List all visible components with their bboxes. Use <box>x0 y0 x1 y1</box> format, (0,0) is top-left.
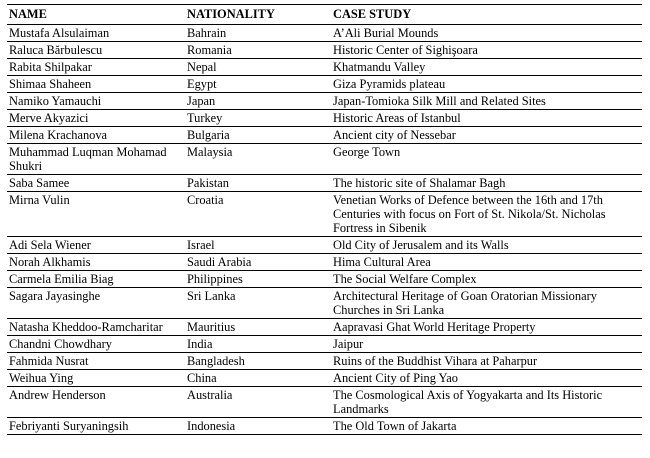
participants-table <box>7 4 642 435</box>
cell-case-study: Hima Cultural Area <box>329 254 642 271</box>
table-row <box>7 319 642 336</box>
cell-case-study: Aapravasi Ghat World Heritage Property <box>329 319 642 336</box>
cell-case-study: The Old Town of Jakarta <box>329 418 642 435</box>
cell-case-study: Architectural Heritage of Goan Oratorian Missionary Churches in Sri Lanka <box>329 288 642 319</box>
cell-case-study: Historic Center of Sighişoara <box>329 42 642 59</box>
cell-nationality: Israel <box>183 237 329 254</box>
cell-case-study: Ancient city of Nessebar <box>329 127 642 144</box>
cell-name: Mustafa Alsulaiman <box>7 25 183 42</box>
cell-name: Sagara Jayasinghe <box>7 288 183 319</box>
cell-nationality: Philippines <box>183 271 329 288</box>
cell-case-study: George Town <box>329 144 642 175</box>
cell-case-study: Japan-Tomioka Silk Mill and Related Sites <box>329 93 642 110</box>
cell-name: Shimaa Shaheen <box>7 76 183 93</box>
table-row <box>7 336 642 353</box>
table-row <box>7 175 642 192</box>
cell-nationality: Bangladesh <box>183 353 329 370</box>
cell-name: Raluca Bărbulescu <box>7 42 183 59</box>
cell-nationality: Malaysia <box>183 144 329 175</box>
table-row <box>7 144 642 175</box>
table-row <box>7 288 642 319</box>
cell-case-study: The historic site of Shalamar Bagh <box>329 175 642 192</box>
table-row <box>7 237 642 254</box>
cell-case-study: The Social Welfare Complex <box>329 271 642 288</box>
table-row <box>7 370 642 387</box>
table-row <box>7 59 642 76</box>
cell-nationality: Pakistan <box>183 175 329 192</box>
column-header-nationality: NATIONALITY <box>183 5 329 25</box>
cell-case-study: Old City of Jerusalem and its Walls <box>329 237 642 254</box>
cell-name: Namiko Yamauchi <box>7 93 183 110</box>
cell-nationality: Bulgaria <box>183 127 329 144</box>
cell-nationality: Japan <box>183 93 329 110</box>
cell-nationality: Egypt <box>183 76 329 93</box>
cell-case-study: Giza Pyramids plateau <box>329 76 642 93</box>
cell-name: Adi Sela Wiener <box>7 237 183 254</box>
cell-nationality: China <box>183 370 329 387</box>
cell-name: Mirna Vulin <box>7 192 183 237</box>
table-row <box>7 76 642 93</box>
cell-name: Weihua Ying <box>7 370 183 387</box>
cell-nationality: Mauritius <box>183 319 329 336</box>
cell-nationality: Bahrain <box>183 25 329 42</box>
cell-name: Natasha Kheddoo-Ramcharitar <box>7 319 183 336</box>
table-row <box>7 25 642 42</box>
table-row <box>7 127 642 144</box>
header-row <box>7 5 642 25</box>
table-row <box>7 192 642 237</box>
cell-nationality: India <box>183 336 329 353</box>
column-header-name: NAME <box>7 5 183 25</box>
cell-name: Merve Akyazici <box>7 110 183 127</box>
cell-nationality: Turkey <box>183 110 329 127</box>
table-row <box>7 353 642 370</box>
cell-nationality: Nepal <box>183 59 329 76</box>
cell-name: Andrew Henderson <box>7 387 183 418</box>
cell-case-study: Khatmandu Valley <box>329 59 642 76</box>
cell-nationality: Indonesia <box>183 418 329 435</box>
cell-name: Saba Samee <box>7 175 183 192</box>
table-row <box>7 254 642 271</box>
cell-nationality: Sri Lanka <box>183 288 329 319</box>
cell-case-study: Historic Areas of Istanbul <box>329 110 642 127</box>
table-row <box>7 93 642 110</box>
table-row <box>7 271 642 288</box>
column-header-case-study: CASE STUDY <box>329 5 642 25</box>
cell-case-study: Jaipur <box>329 336 642 353</box>
cell-nationality: Saudi Arabia <box>183 254 329 271</box>
cell-nationality: Romania <box>183 42 329 59</box>
cell-nationality: Croatia <box>183 192 329 237</box>
cell-case-study: Ruins of the Buddhist Vihara at Paharpur <box>329 353 642 370</box>
cell-case-study: Venetian Works of Defence between the 16th and 17th Centuries with focus on Fort of St. Nikola/St. Nicholas Fortress in Sibenik <box>329 192 642 237</box>
table-row <box>7 110 642 127</box>
cell-name: Febriyanti Suryaningsih <box>7 418 183 435</box>
cell-case-study: A’Ali Burial Mounds <box>329 25 642 42</box>
cell-name: Chandni Chowdhary <box>7 336 183 353</box>
cell-case-study: Ancient City of Ping Yao <box>329 370 642 387</box>
cell-name: Milena Krachanova <box>7 127 183 144</box>
cell-name: Rabita Shilpakar <box>7 59 183 76</box>
cell-name: Fahmida Nusrat <box>7 353 183 370</box>
cell-name: Muhammad Luqman Mohamad Shukri <box>7 144 183 175</box>
cell-nationality: Australia <box>183 387 329 418</box>
table-row <box>7 42 642 59</box>
cell-name: Carmela Emilia Biag <box>7 271 183 288</box>
cell-name: Norah Alkhamis <box>7 254 183 271</box>
cell-case-study: The Cosmological Axis of Yogyakarta and Its Historic Landmarks <box>329 387 642 418</box>
table-row <box>7 387 642 418</box>
table-row <box>7 418 642 435</box>
